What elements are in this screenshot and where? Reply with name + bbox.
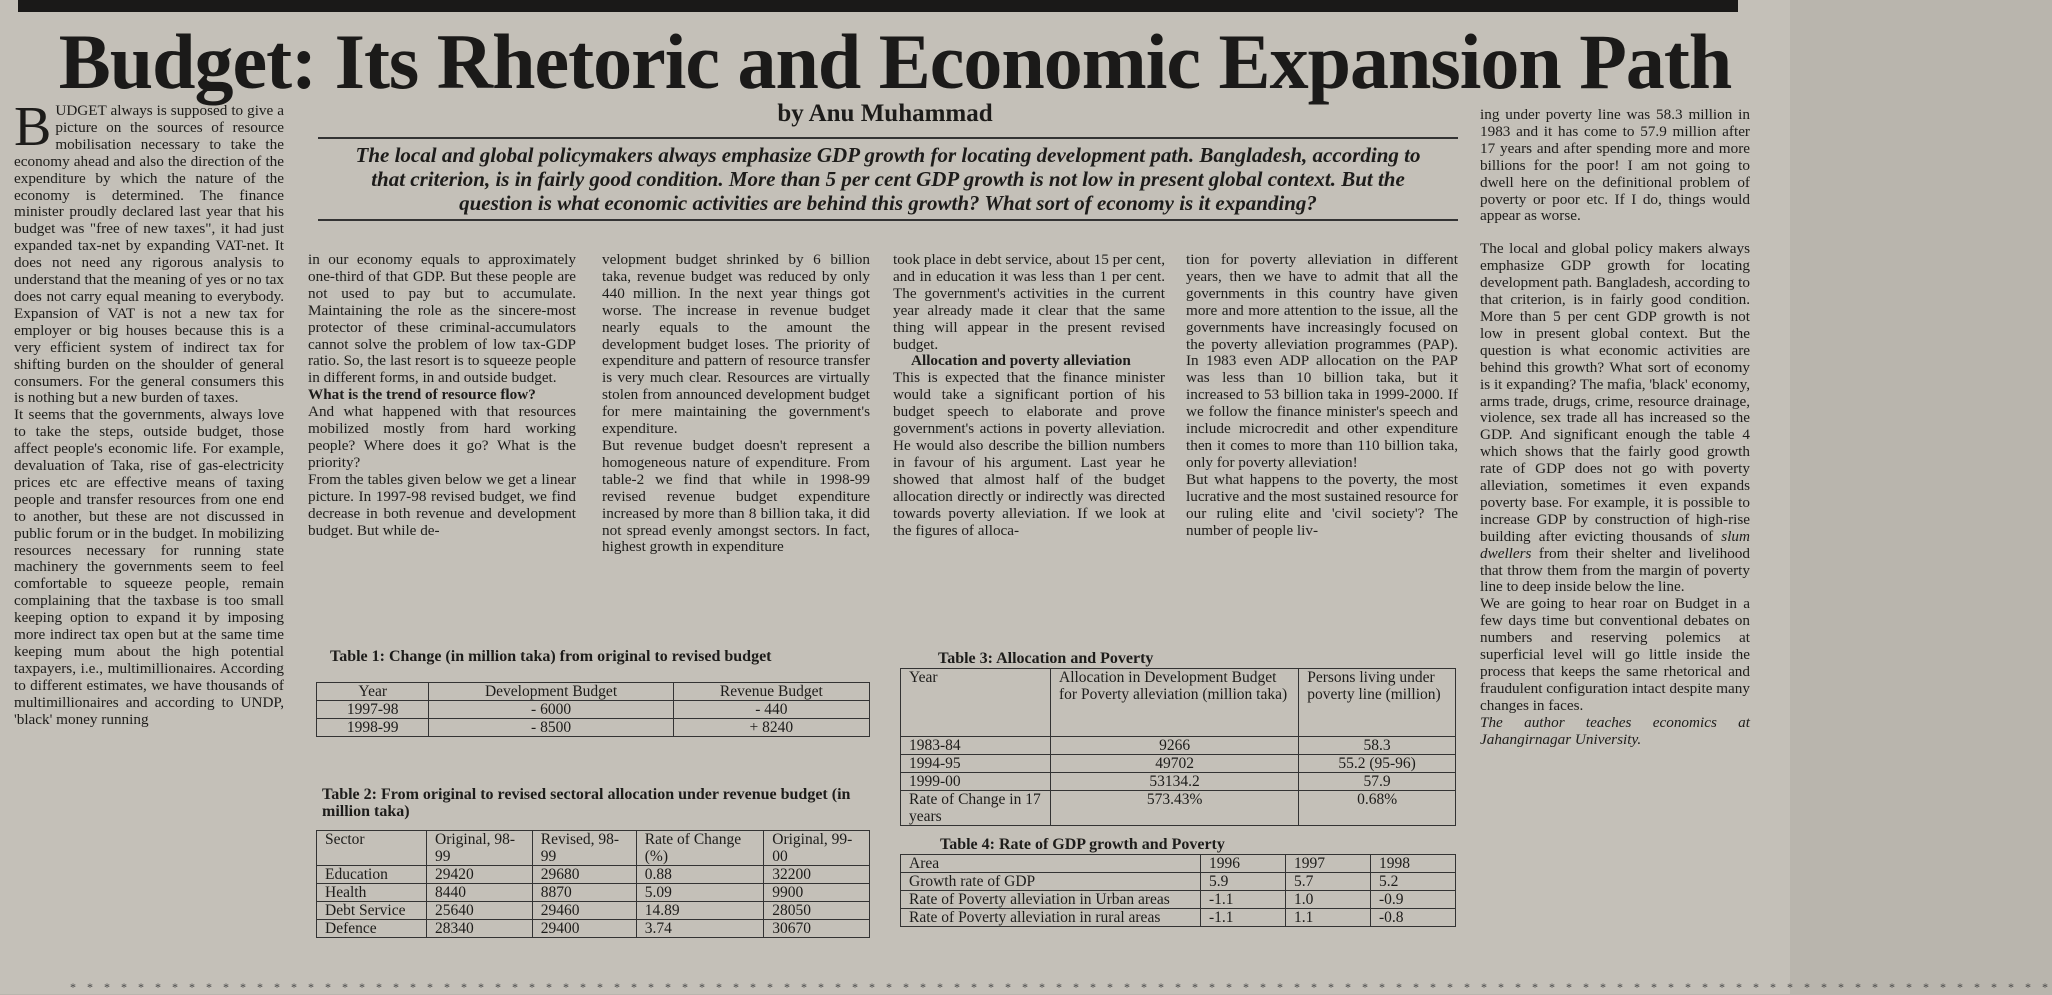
table-row xyxy=(317,683,870,701)
table-cell: - 8500 xyxy=(429,719,673,737)
footer-star-rule: * * * * * * * * * * * * * * * * * * * * * * * * * * * * * * * * * * * * * * * * * * * * * * * * * * * * * * * * * * * * * * * * * * * * * * * * * * * * * * * * * * * * * * * * * * * * * * * * * * * * * * * * * * * * * * * * * * * * * xyxy=(70,980,2052,994)
column-4-subhead: Allocation and poverty alleviation xyxy=(911,352,1131,370)
column-1-paragraph-1: BUDGET always is supposed to give a picture on the sources of resource mobilisation necessary to take the economy ahead and also the direction of the expenditure by which the nature of the economy is determined. The finance minister proudly declared last year that his budget was "free of new taxes", it had just expanded tax-net by expanding VAT-net. It does not need any rigorous analysis to understand that the meaning of yes or no tax does not carry equal meaning to everybody. Expansion of VAT is not a new tax for employer or big houses because this is a very efficient system of indirect tax for shifting burden on the shoulder of general consumers. For the general consumers this is nothing but a new burden of taxes. xyxy=(14,96,284,407)
table-cell: 5.2 xyxy=(1371,873,1456,891)
table-cell: 0.68% xyxy=(1299,791,1456,826)
column-6-paragraph-1: ing under poverty line was 58.3 million in 1983 and it has come to 57.9 million after 17 years and after spending more and more billions for the poor! I am not going to dwell here on the definitional problem of poverty or poor etc. If I do, things would appear as worse. xyxy=(1480,106,1750,225)
table-cell: Defence xyxy=(317,920,427,938)
table-cell: Rate of Change in 17 years xyxy=(901,791,1051,826)
column-6-paragraph-2: The local and global policy makers always emphasize GDP growth for locating development path. Bangladesh, according to that criterion, is in fairly good condition. More than 5 per cent GDP growth is not low in present global context. But the question is what economic activities are behind this growth? What sort of economy is it expanding? The mafia, 'black' economy, arms trade, drugs, crime, resource drainage, violence, sex trade all has increased so the GDP. And significant enough the table 4 which shows that the fairly good growth rate of GDP does not go with poverty alleviation, sometimes it even expands poverty base. For example, it is possible to increase GDP by construction of high-rise building after evicting thousands of slum dwellers from their shelter and livelihood that throw them from the margin of poverty line to deep inside below the line. xyxy=(1480,240,1750,596)
top-rule xyxy=(18,0,1738,12)
table-cell: 9266 xyxy=(1051,737,1299,755)
table-header-cell: Original, 98-99 xyxy=(427,831,533,866)
table-header-cell: Year xyxy=(901,669,1051,737)
table-cell: 8870 xyxy=(532,884,636,902)
table-header-cell: Original, 99-00 xyxy=(764,831,870,866)
table-row xyxy=(317,866,870,884)
column-5 xyxy=(1186,252,1458,642)
table-cell: 29400 xyxy=(532,920,636,938)
column-3-paragraph-1: velopment budget shrinked by 6 billion taka, revenue budget was reduced by only 440 million. In the next year things got worse. The increase in revenue budget nearly equals to the amount the development budget loses. The priority of expenditure and pattern of resource transfer is very much clear. Resources are virtually stolen from announced development budget for mere maintaining the government's expenditure. xyxy=(602,251,870,438)
table-row xyxy=(901,909,1456,927)
table-row xyxy=(901,669,1456,737)
byline: by Anu Muhammad xyxy=(777,100,993,127)
table-cell: 5.09 xyxy=(636,884,764,902)
dropcap: B xyxy=(14,96,52,158)
table-row xyxy=(317,701,870,719)
column-5-paragraph-1: tion for poverty alleviation in different years, then we have to admit that all the governments in this country have given more and more attention to the issue, all the governments have increasingly focused on the poverty alleviation programmes (PAP). In 1983 even ADP allocation on the PAP was less than 10 billion taka, but it increased to 53 billion taka in 1999-2000. If we follow the finance minister's speech and include microcredit and other expenditure then it comes to more than 110 billion taka, only for poverty alleviation! xyxy=(1186,251,1458,471)
table-cell: 8440 xyxy=(427,884,533,902)
column-2-paragraph-1: in our economy equals to approximately one-third of that GDP. But these people are not used to pay but to accumulate. Maintaining the role as the sincere-most protector of these criminal-accumulators cannot solve the problem of low tax-GDP ratio. So, the last resort is to squeeze people in different forms, in and outside budget. xyxy=(308,251,576,387)
table-row xyxy=(317,831,870,866)
table-cell: Rate of Poverty alleviation in Urban areas xyxy=(901,891,1201,909)
column-4-paragraph-2: This is expected that the finance minister would take a significant portion of his budget speech to elaborate and prove government's actions in poverty alleviation. He would also describe the billion numbers in favour of his argument. Last year he showed that almost half of the budget allocation directly or indirectly was directed towards poverty alleviation. If we look at the figures of alloca- xyxy=(893,369,1165,539)
column-3 xyxy=(602,252,870,642)
deck-summary: The local and global policymakers always emphasize GDP growth for locating development path. Bangladesh, according to that criterion, is in fairly good condition. More than 5 per cent GDP growth is not low in present global context. But the question is what economic activities are behind this growth? What sort of economy is it expanding? xyxy=(318,137,1458,221)
table-header-cell: 1997 xyxy=(1286,855,1371,873)
table-cell: 25640 xyxy=(427,902,533,920)
table-cell: Education xyxy=(317,866,427,884)
table-cell: 14.89 xyxy=(636,902,764,920)
table-header-cell: Rate of Change (%) xyxy=(636,831,764,866)
column-3-paragraph-2: But revenue budget doesn't represent a homogeneous nature of expenditure. From table-2 we find that while in 1998-99 revised revenue budget expenditure increased by more than 8 billion taka, it did not spread evenly amongst sectors. In fact, highest growth in expenditure xyxy=(602,436,870,556)
table-header-cell: Area xyxy=(901,855,1201,873)
table-cell: 5.7 xyxy=(1286,873,1371,891)
table-header-cell: 1996 xyxy=(1201,855,1286,873)
table-4 xyxy=(900,854,1456,927)
column-6 xyxy=(1480,107,1750,973)
table-cell: 55.2 (95-96) xyxy=(1299,755,1456,773)
table-cell: 57.9 xyxy=(1299,773,1456,791)
table-cell: 32200 xyxy=(764,866,870,884)
table-header-cell: Revenue Budget xyxy=(673,683,869,701)
table-header-cell: Sector xyxy=(317,831,427,866)
table-cell: -1.1 xyxy=(1201,909,1286,927)
table-row xyxy=(317,719,870,737)
table-cell: 1999-00 xyxy=(901,773,1051,791)
table-cell: 29420 xyxy=(427,866,533,884)
table-4-caption: Table 4: Rate of GDP growth and Poverty xyxy=(940,836,1225,853)
table-cell: 58.3 xyxy=(1299,737,1456,755)
table-cell: 30670 xyxy=(764,920,870,938)
table-cell: Rate of Poverty alleviation in rural areas xyxy=(901,909,1201,927)
column-6-paragraph-3: We are going to hear roar on Budget in a few days time but conventional debates on numbers and reserving polemics at superficial level will go little inside the process that keeps the same rhetorical and fraudulent configuration intact despite many changes in faces. xyxy=(1480,595,1750,714)
table-2 xyxy=(316,830,870,938)
column-2-paragraph-2: And what happened with that resources mobilized mostly from hard working people? Where does it go? What is the priority? xyxy=(308,403,576,471)
table-cell: 28340 xyxy=(427,920,533,938)
table-row xyxy=(901,773,1456,791)
column-1 xyxy=(14,96,284,963)
table-cell: -1.1 xyxy=(1201,891,1286,909)
table-cell: 9900 xyxy=(764,884,870,902)
headline: Budget: Its Rhetoric and Economic Expansion Path xyxy=(58,18,1732,105)
table-row xyxy=(317,884,870,902)
table-header-cell: Revised, 98-99 xyxy=(532,831,636,866)
author-note: The author teaches economics at Jahangirnagar University. xyxy=(1480,713,1750,748)
table-2-caption: Table 2: From original to revised sectoral allocation under revenue budget (in million taka) xyxy=(322,786,851,820)
table-header-cell: Persons living under poverty line (million) xyxy=(1299,669,1456,737)
table-cell: + 8240 xyxy=(673,719,869,737)
table-1-caption: Table 1: Change (in million taka) from original to revised budget xyxy=(330,648,772,665)
table-cell: 49702 xyxy=(1051,755,1299,773)
table-row xyxy=(901,755,1456,773)
table-cell: 3.74 xyxy=(636,920,764,938)
table-row xyxy=(317,902,870,920)
table-cell: 1983-84 xyxy=(901,737,1051,755)
table-3-caption: Table 3: Allocation and Poverty xyxy=(938,650,1154,667)
table-cell: 29460 xyxy=(532,902,636,920)
table-header-cell: 1998 xyxy=(1371,855,1456,873)
table-1 xyxy=(316,682,870,737)
table-row xyxy=(901,891,1456,909)
column-5-paragraph-2: But what happens to the poverty, the most lucrative and the most sustained resource for our ruling elite and 'civil society'? The number of people liv- xyxy=(1186,470,1458,539)
column-4 xyxy=(893,252,1165,642)
table-cell: 1994-95 xyxy=(901,755,1051,773)
table-cell: 1997-98 xyxy=(317,701,429,719)
column-2-paragraph-3: From the tables given below we get a linear picture. In 1997-98 revised budget, we find decrease in both revenue and development budget. But while de- xyxy=(308,470,576,539)
table-row xyxy=(901,873,1456,891)
table-cell: Growth rate of GDP xyxy=(901,873,1201,891)
column-2-subhead: What is the trend of resource flow? xyxy=(308,386,536,404)
table-row xyxy=(901,737,1456,755)
table-cell: 28050 xyxy=(764,902,870,920)
table-header-cell: Allocation in Development Budget for Poverty alleviation (million taka) xyxy=(1051,669,1299,737)
table-cell: 573.43% xyxy=(1051,791,1299,826)
column-4-paragraph-1: took place in debt service, about 15 per cent, and in education it was less than 1 per cent. The government's activities in the current year already made it clear that the same thing will appear in the present revised budget. xyxy=(893,251,1165,353)
table-row xyxy=(317,920,870,938)
table-header-cell: Year xyxy=(317,683,429,701)
table-cell: -0.9 xyxy=(1371,891,1456,909)
table-cell: 1998-99 xyxy=(317,719,429,737)
table-header-cell: Development Budget xyxy=(429,683,673,701)
table-cell: -0.8 xyxy=(1371,909,1456,927)
table-row xyxy=(901,855,1456,873)
table-cell: 29680 xyxy=(532,866,636,884)
table-cell: - 440 xyxy=(673,701,869,719)
table-cell: 1.1 xyxy=(1286,909,1371,927)
column-1-paragraph-2: It seems that the governments, always love to take the steps, outside budget, those affect people's economic life. For example, devaluation of Taka, rise of gas-electricity prices etc are effective means of taxing people and transfer resources from one end to another, but these are not discussed in public forum or in the budget. In mobilizing resources necessary for running state machinery the governments seem to feel comfortable to squeeze people, remain complaining that the taxbase is too small keeping option to expand it by imposing more indirect tax open but at the same time keeping mum about the high potential taxpayers, i.e., multimillionaires. According to different estimates, we have thousands of multimillionaires and according to UNDP, 'black' money running xyxy=(14,406,284,728)
table-cell: Health xyxy=(317,884,427,902)
table-cell: 5.9 xyxy=(1201,873,1286,891)
table-cell: 1.0 xyxy=(1286,891,1371,909)
table-cell: - 6000 xyxy=(429,701,673,719)
table-row xyxy=(901,791,1456,826)
table-3 xyxy=(900,668,1456,826)
table-cell: Debt Service xyxy=(317,902,427,920)
table-cell: 53134.2 xyxy=(1051,773,1299,791)
column-2 xyxy=(308,252,576,642)
table-cell: 0.88 xyxy=(636,866,764,884)
